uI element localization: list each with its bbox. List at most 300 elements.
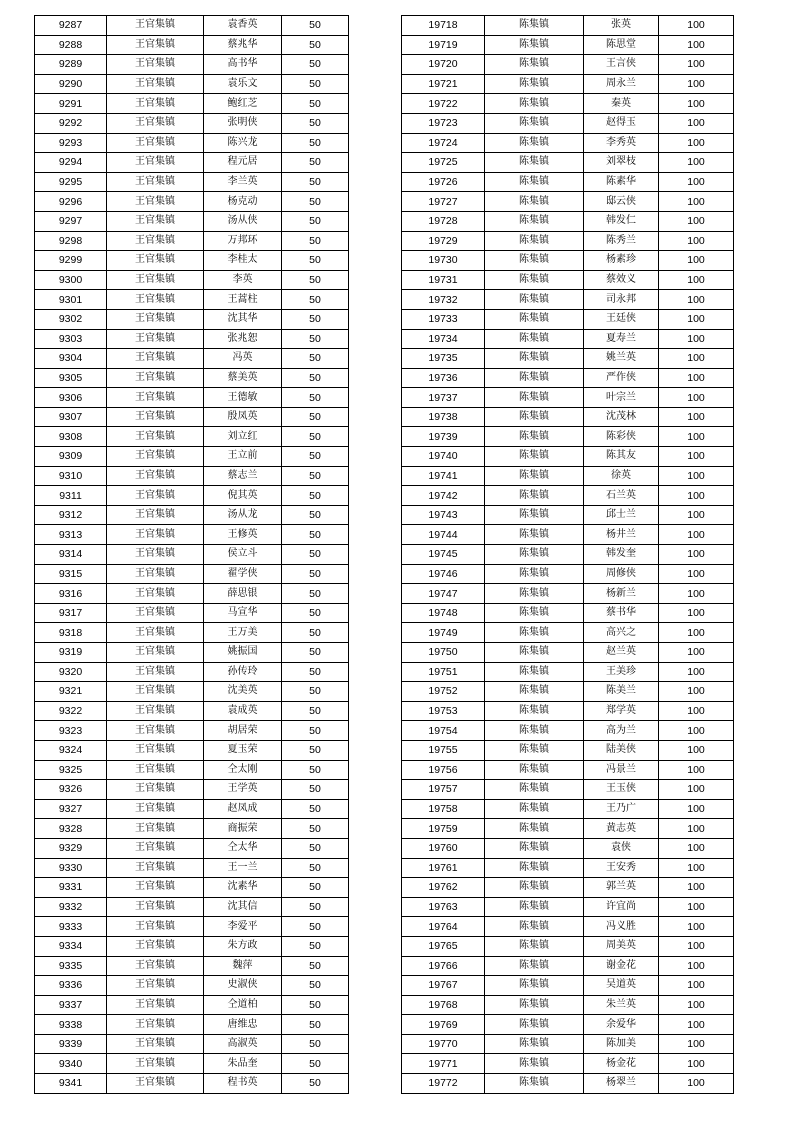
serial-number-cell: 19741 — [402, 466, 485, 486]
amount-cell: 50 — [282, 662, 349, 682]
amount-cell: 50 — [282, 721, 349, 741]
serial-number-cell: 19754 — [402, 721, 485, 741]
town-cell: 王官集镇 — [107, 133, 204, 153]
amount-cell: 50 — [282, 466, 349, 486]
table-row — [35, 290, 349, 310]
table-row — [402, 447, 734, 467]
town-cell: 王官集镇 — [107, 603, 204, 623]
town-cell: 王官集镇 — [107, 917, 204, 937]
name-cell: 秦英 — [584, 94, 659, 114]
name-cell: 张英 — [584, 16, 659, 36]
name-cell: 李英 — [204, 270, 282, 290]
left-table-body — [35, 16, 349, 1094]
name-cell: 李秀英 — [584, 133, 659, 153]
town-cell: 王官集镇 — [107, 290, 204, 310]
town-cell: 陈集镇 — [485, 721, 584, 741]
name-cell: 沈素华 — [204, 878, 282, 898]
table-row — [35, 1054, 349, 1074]
amount-cell: 50 — [282, 682, 349, 702]
serial-number-cell: 19722 — [402, 94, 485, 114]
amount-cell: 100 — [659, 701, 734, 721]
serial-number-cell: 9331 — [35, 878, 107, 898]
town-cell: 陈集镇 — [485, 838, 584, 858]
amount-cell: 50 — [282, 917, 349, 937]
table-row — [35, 682, 349, 702]
name-cell: 吴道英 — [584, 976, 659, 996]
name-cell: 刘翠枝 — [584, 153, 659, 173]
town-cell: 王官集镇 — [107, 956, 204, 976]
serial-number-cell: 9301 — [35, 290, 107, 310]
town-cell: 王官集镇 — [107, 486, 204, 506]
table-row — [35, 1015, 349, 1035]
name-cell: 韩发奎 — [584, 545, 659, 565]
amount-cell: 50 — [282, 545, 349, 565]
amount-cell: 50 — [282, 760, 349, 780]
table-row — [35, 1074, 349, 1094]
name-cell: 夏玉荣 — [204, 740, 282, 760]
town-cell: 王官集镇 — [107, 740, 204, 760]
table-row — [35, 192, 349, 212]
serial-number-cell: 9332 — [35, 897, 107, 917]
town-cell: 王官集镇 — [107, 878, 204, 898]
table-row — [35, 349, 349, 369]
amount-cell: 50 — [282, 270, 349, 290]
town-cell: 王官集镇 — [107, 447, 204, 467]
serial-number-cell: 19721 — [402, 74, 485, 94]
town-cell: 陈集镇 — [485, 897, 584, 917]
serial-number-cell: 9294 — [35, 153, 107, 173]
town-cell: 陈集镇 — [485, 1034, 584, 1054]
town-cell: 陈集镇 — [485, 956, 584, 976]
town-cell: 王官集镇 — [107, 368, 204, 388]
serial-number-cell: 19760 — [402, 838, 485, 858]
table-row — [35, 1034, 349, 1054]
serial-number-cell: 19720 — [402, 55, 485, 75]
serial-number-cell: 9312 — [35, 505, 107, 525]
town-cell: 王官集镇 — [107, 721, 204, 741]
serial-number-cell: 9327 — [35, 799, 107, 819]
town-cell: 陈集镇 — [485, 251, 584, 271]
table-row — [402, 701, 734, 721]
name-cell: 谢金花 — [584, 956, 659, 976]
town-cell: 王官集镇 — [107, 936, 204, 956]
serial-number-cell: 9299 — [35, 251, 107, 271]
amount-cell: 100 — [659, 682, 734, 702]
amount-cell: 50 — [282, 976, 349, 996]
right-roster-table — [401, 15, 734, 1094]
table-row — [35, 16, 349, 36]
name-cell: 唐维忠 — [204, 1015, 282, 1035]
name-cell: 周修侠 — [584, 564, 659, 584]
serial-number-cell: 9288 — [35, 35, 107, 55]
table-row — [402, 466, 734, 486]
amount-cell: 100 — [659, 1015, 734, 1035]
table-row — [402, 16, 734, 36]
table-row — [402, 682, 734, 702]
amount-cell: 50 — [282, 603, 349, 623]
name-cell: 王万美 — [204, 623, 282, 643]
serial-number-cell: 19755 — [402, 740, 485, 760]
table-row — [402, 1034, 734, 1054]
table-row — [35, 329, 349, 349]
serial-number-cell: 19729 — [402, 231, 485, 251]
table-row — [35, 584, 349, 604]
amount-cell: 100 — [659, 995, 734, 1015]
serial-number-cell: 9305 — [35, 368, 107, 388]
table-row — [402, 917, 734, 937]
town-cell: 陈集镇 — [485, 55, 584, 75]
name-cell: 叶宗兰 — [584, 388, 659, 408]
town-cell: 王官集镇 — [107, 231, 204, 251]
serial-number-cell: 9337 — [35, 995, 107, 1015]
table-row — [402, 192, 734, 212]
amount-cell: 50 — [282, 878, 349, 898]
amount-cell: 100 — [659, 603, 734, 623]
table-row — [35, 270, 349, 290]
amount-cell: 100 — [659, 407, 734, 427]
town-cell: 陈集镇 — [485, 172, 584, 192]
name-cell: 赵得玉 — [584, 113, 659, 133]
table-row — [35, 936, 349, 956]
table-row — [402, 878, 734, 898]
serial-number-cell: 19744 — [402, 525, 485, 545]
name-cell: 杨金花 — [584, 1054, 659, 1074]
amount-cell: 100 — [659, 780, 734, 800]
town-cell: 陈集镇 — [485, 231, 584, 251]
serial-number-cell: 9311 — [35, 486, 107, 506]
name-cell: 李桂太 — [204, 251, 282, 271]
table-row — [402, 780, 734, 800]
amount-cell: 100 — [659, 153, 734, 173]
table-row — [35, 623, 349, 643]
table-row — [35, 368, 349, 388]
name-cell: 汤从龙 — [204, 505, 282, 525]
table-row — [35, 211, 349, 231]
name-cell: 姚兰英 — [584, 349, 659, 369]
name-cell: 薛思银 — [204, 584, 282, 604]
table-row — [35, 545, 349, 565]
amount-cell: 100 — [659, 545, 734, 565]
amount-cell: 100 — [659, 290, 734, 310]
serial-number-cell: 19753 — [402, 701, 485, 721]
amount-cell: 50 — [282, 427, 349, 447]
name-cell: 刘立红 — [204, 427, 282, 447]
name-cell: 王学英 — [204, 780, 282, 800]
name-cell: 郭兰英 — [584, 878, 659, 898]
serial-number-cell: 19726 — [402, 172, 485, 192]
name-cell: 程书英 — [204, 1074, 282, 1094]
town-cell: 王官集镇 — [107, 1034, 204, 1054]
amount-cell: 100 — [659, 388, 734, 408]
town-cell: 王官集镇 — [107, 564, 204, 584]
serial-number-cell: 9304 — [35, 349, 107, 369]
town-cell: 陈集镇 — [485, 192, 584, 212]
name-cell: 万邦环 — [204, 231, 282, 251]
serial-number-cell: 19747 — [402, 584, 485, 604]
name-cell: 沈美英 — [204, 682, 282, 702]
table-row — [35, 721, 349, 741]
name-cell: 沈其华 — [204, 309, 282, 329]
table-row — [402, 35, 734, 55]
serial-number-cell: 19738 — [402, 407, 485, 427]
serial-number-cell: 9317 — [35, 603, 107, 623]
amount-cell: 100 — [659, 878, 734, 898]
table-row — [402, 995, 734, 1015]
table-row — [402, 211, 734, 231]
town-cell: 王官集镇 — [107, 74, 204, 94]
table-row — [35, 564, 349, 584]
amount-cell: 50 — [282, 172, 349, 192]
table-row — [35, 956, 349, 976]
amount-cell: 50 — [282, 113, 349, 133]
town-cell: 王官集镇 — [107, 153, 204, 173]
serial-number-cell: 9296 — [35, 192, 107, 212]
town-cell: 王官集镇 — [107, 55, 204, 75]
name-cell: 王言侠 — [584, 55, 659, 75]
serial-number-cell: 9320 — [35, 662, 107, 682]
amount-cell: 50 — [282, 525, 349, 545]
name-cell: 朱品奎 — [204, 1054, 282, 1074]
town-cell: 陈集镇 — [485, 682, 584, 702]
town-cell: 王官集镇 — [107, 427, 204, 447]
table-row — [402, 329, 734, 349]
table-row — [35, 427, 349, 447]
serial-number-cell: 19734 — [402, 329, 485, 349]
serial-number-cell: 19756 — [402, 760, 485, 780]
name-cell: 姚振国 — [204, 643, 282, 663]
table-row — [35, 760, 349, 780]
town-cell: 王官集镇 — [107, 584, 204, 604]
town-cell: 陈集镇 — [485, 349, 584, 369]
amount-cell: 50 — [282, 1054, 349, 1074]
amount-cell: 50 — [282, 956, 349, 976]
name-cell: 朱方政 — [204, 936, 282, 956]
right-table-body — [402, 16, 734, 1094]
amount-cell: 100 — [659, 486, 734, 506]
amount-cell: 100 — [659, 329, 734, 349]
amount-cell: 100 — [659, 231, 734, 251]
town-cell: 陈集镇 — [485, 466, 584, 486]
table-row — [402, 721, 734, 741]
town-cell: 陈集镇 — [485, 799, 584, 819]
serial-number-cell: 19733 — [402, 309, 485, 329]
table-row — [35, 231, 349, 251]
town-cell: 陈集镇 — [485, 35, 584, 55]
table-row — [35, 309, 349, 329]
serial-number-cell: 19723 — [402, 113, 485, 133]
serial-number-cell: 19762 — [402, 878, 485, 898]
amount-cell: 100 — [659, 16, 734, 36]
table-row — [35, 525, 349, 545]
name-cell: 杨克动 — [204, 192, 282, 212]
table-row — [402, 290, 734, 310]
amount-cell: 100 — [659, 74, 734, 94]
amount-cell: 100 — [659, 740, 734, 760]
serial-number-cell: 19766 — [402, 956, 485, 976]
amount-cell: 50 — [282, 799, 349, 819]
town-cell: 陈集镇 — [485, 329, 584, 349]
serial-number-cell: 19772 — [402, 1074, 485, 1094]
amount-cell: 100 — [659, 1034, 734, 1054]
town-cell: 王官集镇 — [107, 329, 204, 349]
table-row — [402, 55, 734, 75]
serial-number-cell: 19731 — [402, 270, 485, 290]
table-row — [35, 917, 349, 937]
serial-number-cell: 19745 — [402, 545, 485, 565]
amount-cell: 50 — [282, 858, 349, 878]
serial-number-cell: 19770 — [402, 1034, 485, 1054]
table-row — [402, 545, 734, 565]
name-cell: 徐英 — [584, 466, 659, 486]
name-cell: 冯义胜 — [584, 917, 659, 937]
table-row — [35, 838, 349, 858]
name-cell: 沈其信 — [204, 897, 282, 917]
name-cell: 冯景兰 — [584, 760, 659, 780]
amount-cell: 100 — [659, 721, 734, 741]
serial-number-cell: 19732 — [402, 290, 485, 310]
amount-cell: 100 — [659, 662, 734, 682]
amount-cell: 50 — [282, 897, 349, 917]
town-cell: 王官集镇 — [107, 545, 204, 565]
serial-number-cell: 9330 — [35, 858, 107, 878]
serial-number-cell: 9306 — [35, 388, 107, 408]
town-cell: 陈集镇 — [485, 976, 584, 996]
town-cell: 陈集镇 — [485, 407, 584, 427]
town-cell: 王官集镇 — [107, 1015, 204, 1035]
serial-number-cell: 19750 — [402, 643, 485, 663]
name-cell: 杨素珍 — [584, 251, 659, 271]
town-cell: 陈集镇 — [485, 936, 584, 956]
table-row — [402, 388, 734, 408]
table-row — [402, 251, 734, 271]
name-cell: 邸云侠 — [584, 192, 659, 212]
serial-number-cell: 9289 — [35, 55, 107, 75]
amount-cell: 100 — [659, 172, 734, 192]
table-row — [35, 113, 349, 133]
table-row — [402, 113, 734, 133]
table-row — [35, 662, 349, 682]
town-cell: 陈集镇 — [485, 858, 584, 878]
serial-number-cell: 19768 — [402, 995, 485, 1015]
amount-cell: 50 — [282, 780, 349, 800]
amount-cell: 100 — [659, 447, 734, 467]
serial-number-cell: 9316 — [35, 584, 107, 604]
serial-number-cell: 19751 — [402, 662, 485, 682]
serial-number-cell: 9293 — [35, 133, 107, 153]
serial-number-cell: 9300 — [35, 270, 107, 290]
name-cell: 陈秀兰 — [584, 231, 659, 251]
town-cell: 陈集镇 — [485, 740, 584, 760]
table-row — [35, 603, 349, 623]
table-row — [402, 643, 734, 663]
name-cell: 王德敏 — [204, 388, 282, 408]
serial-number-cell: 19763 — [402, 897, 485, 917]
town-cell: 王官集镇 — [107, 16, 204, 36]
table-row — [35, 740, 349, 760]
town-cell: 陈集镇 — [485, 564, 584, 584]
amount-cell: 50 — [282, 231, 349, 251]
name-cell: 袁香英 — [204, 16, 282, 36]
serial-number-cell: 19728 — [402, 211, 485, 231]
amount-cell: 100 — [659, 564, 734, 584]
name-cell: 陆美侠 — [584, 740, 659, 760]
amount-cell: 100 — [659, 133, 734, 153]
name-cell: 蔡美英 — [204, 368, 282, 388]
amount-cell: 50 — [282, 584, 349, 604]
amount-cell: 100 — [659, 525, 734, 545]
serial-number-cell: 9339 — [35, 1034, 107, 1054]
serial-number-cell: 9307 — [35, 407, 107, 427]
table-row — [35, 55, 349, 75]
amount-cell: 50 — [282, 819, 349, 839]
town-cell: 陈集镇 — [485, 780, 584, 800]
serial-number-cell: 9341 — [35, 1074, 107, 1094]
name-cell: 汤从侠 — [204, 211, 282, 231]
serial-number-cell: 19761 — [402, 858, 485, 878]
table-row — [402, 1015, 734, 1035]
amount-cell: 50 — [282, 35, 349, 55]
table-row — [402, 407, 734, 427]
town-cell: 陈集镇 — [485, 662, 584, 682]
name-cell: 孙传玲 — [204, 662, 282, 682]
table-row — [35, 35, 349, 55]
name-cell: 翟学侠 — [204, 564, 282, 584]
name-cell: 王玉侠 — [584, 780, 659, 800]
name-cell: 陈彩侠 — [584, 427, 659, 447]
name-cell: 王廷侠 — [584, 309, 659, 329]
name-cell: 史淑侠 — [204, 976, 282, 996]
table-row — [402, 799, 734, 819]
table-row — [402, 486, 734, 506]
town-cell: 王官集镇 — [107, 270, 204, 290]
amount-cell: 50 — [282, 349, 349, 369]
name-cell: 袁乐文 — [204, 74, 282, 94]
table-row — [402, 740, 734, 760]
town-cell: 陈集镇 — [485, 133, 584, 153]
amount-cell: 100 — [659, 584, 734, 604]
amount-cell: 100 — [659, 917, 734, 937]
town-cell: 陈集镇 — [485, 623, 584, 643]
serial-number-cell: 19740 — [402, 447, 485, 467]
town-cell: 陈集镇 — [485, 211, 584, 231]
name-cell: 陈加美 — [584, 1034, 659, 1054]
amount-cell: 100 — [659, 838, 734, 858]
town-cell: 王官集镇 — [107, 407, 204, 427]
serial-number-cell: 19758 — [402, 799, 485, 819]
serial-number-cell: 9333 — [35, 917, 107, 937]
table-row — [402, 819, 734, 839]
name-cell: 李兰英 — [204, 172, 282, 192]
name-cell: 张兆恕 — [204, 329, 282, 349]
town-cell: 王官集镇 — [107, 976, 204, 996]
name-cell: 张明侠 — [204, 113, 282, 133]
serial-number-cell: 9287 — [35, 16, 107, 36]
table-row — [402, 662, 734, 682]
amount-cell: 100 — [659, 819, 734, 839]
name-cell: 邱士兰 — [584, 505, 659, 525]
amount-cell: 50 — [282, 153, 349, 173]
serial-number-cell: 19752 — [402, 682, 485, 702]
table-row — [402, 153, 734, 173]
table-row — [402, 94, 734, 114]
amount-cell: 50 — [282, 838, 349, 858]
name-cell: 沈茂林 — [584, 407, 659, 427]
name-cell: 殷凤英 — [204, 407, 282, 427]
amount-cell: 50 — [282, 368, 349, 388]
table-row — [35, 447, 349, 467]
serial-number-cell: 9336 — [35, 976, 107, 996]
name-cell: 鲍红芝 — [204, 94, 282, 114]
